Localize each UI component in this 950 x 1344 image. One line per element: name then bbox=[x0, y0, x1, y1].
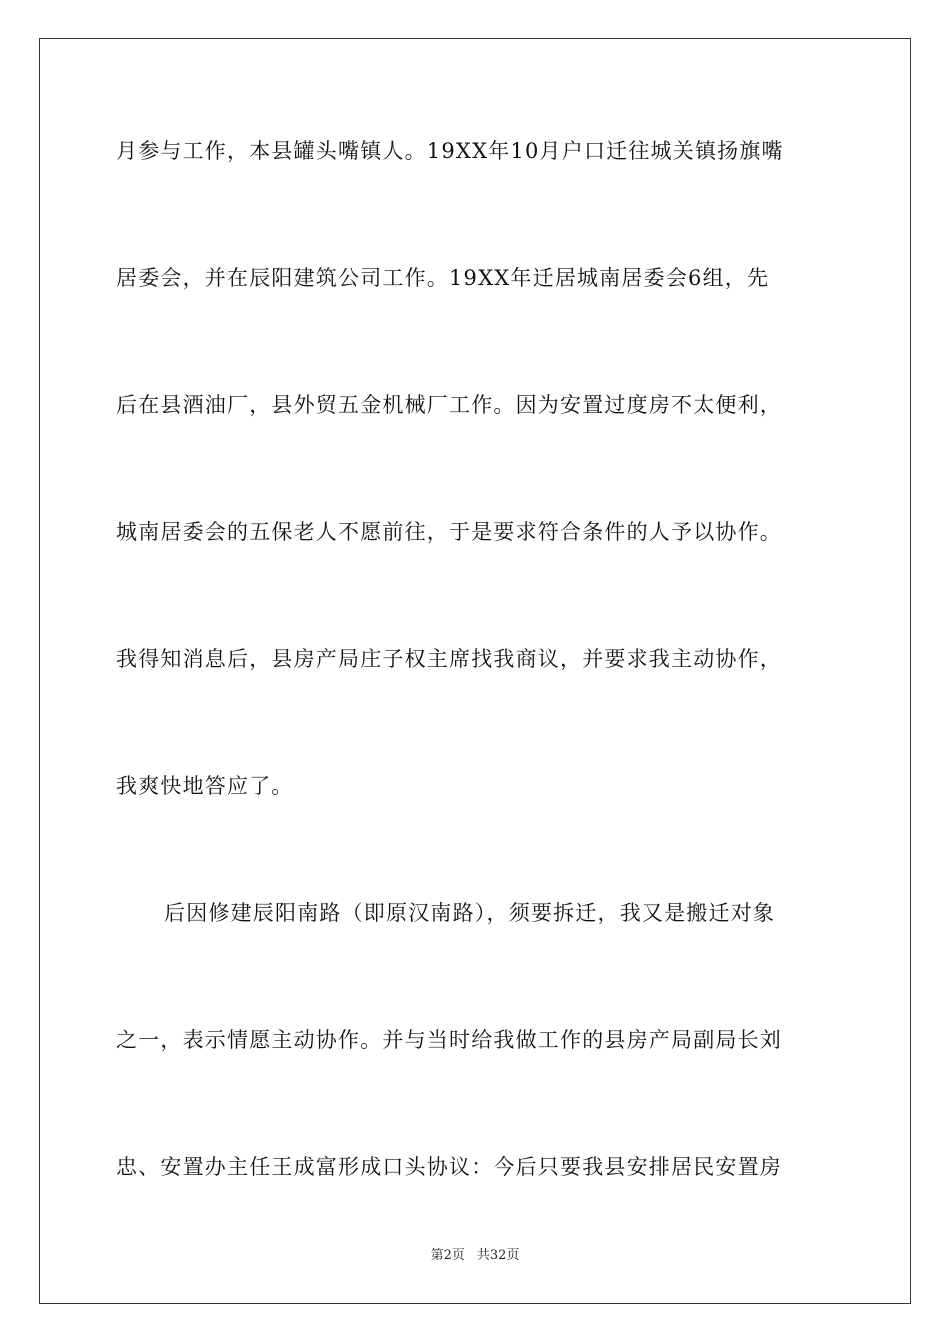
text-line: 城南居委会的五保老人不愿前往，于是要求符合条件的人予以协作。 bbox=[116, 520, 782, 544]
text-line: 之一，表示情愿主动协作。并与当时给我做工作的县房产局副局长刘 bbox=[116, 1028, 782, 1052]
document-body bbox=[116, 125, 836, 1268]
text-line: 忠、安置办主任王成富形成口头协议：今后只要我县安排居民安置房 bbox=[116, 1155, 782, 1179]
text-line: 我爽快地答应了。 bbox=[116, 774, 294, 798]
text-line: 我得知消息后，县房产局庄子权主席找我商议，并要求我主动协作， bbox=[116, 647, 782, 671]
page-footer bbox=[0, 1247, 950, 1265]
text-line-paragraph-start: 后因修建辰阳南路（即原汉南路），须要拆迁，我又是搬迁对象 bbox=[164, 901, 776, 925]
text-line: 后在县酒油厂，县外贸五金机械厂工作。因为安置过度房不太便利， bbox=[116, 393, 782, 417]
text-line: 居委会，并在辰阳建筑公司工作。19XX年迁居城南居委会6组，先 bbox=[116, 266, 770, 290]
text-line: 月参与工作，本县罐头嘴镇人。19XX年10月户口迁往城关镇扬旗嘴 bbox=[116, 139, 784, 163]
page-total: 共32页 bbox=[476, 1248, 520, 1263]
page-number: 第2页 bbox=[430, 1248, 465, 1263]
